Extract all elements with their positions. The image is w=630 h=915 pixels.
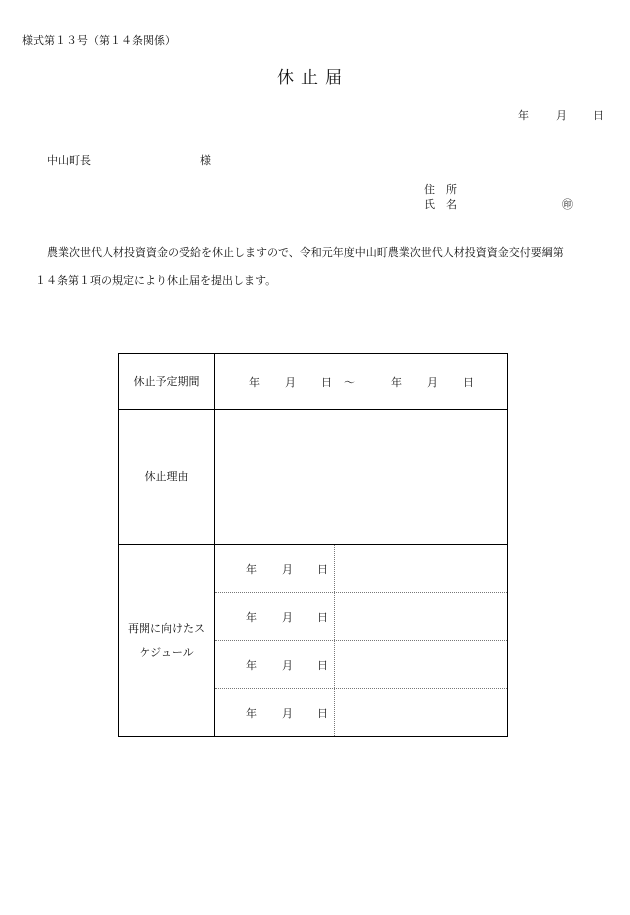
period-start-year: 年 [249,375,260,389]
reason-row [119,410,508,545]
schedule-year: 年 [246,610,257,624]
addressee-name: 中山町長 [47,154,91,167]
schedule-label-line2: ケジュール [139,645,194,659]
reason-input[interactable] [215,410,508,545]
body-text-line2: １４条第１項の規定により休止届を提出します。 [35,274,277,287]
period-value-cell[interactable] [215,354,508,410]
period-end-day: 日 [463,375,474,389]
schedule-date[interactable] [215,689,335,736]
body-text-line1: 農業次世代人材投資資金の受給を休止しますので、令和元年度中山町農業次世代人材投資資金交付要綱第 [47,246,564,259]
schedule-entry [215,593,507,641]
schedule-day: 日 [317,610,328,624]
schedule-entry [215,545,507,593]
schedule-date[interactable] [215,545,335,592]
schedule-content[interactable] [335,593,507,640]
schedule-label [119,545,215,737]
schedule-content[interactable] [335,545,507,592]
schedule-month: 月 [282,562,293,576]
schedule-day: 日 [317,706,328,720]
schedule-day: 日 [317,562,328,576]
schedule-year: 年 [246,706,257,720]
schedule-entry [215,641,507,689]
schedule-month: 月 [282,658,293,672]
date-year-label: 年 [518,109,529,122]
period-row [119,354,508,410]
schedule-month: 月 [282,610,293,624]
page-title: 休止届 [277,68,349,88]
addressee-honorific: 様 [200,154,211,167]
schedule-day: 日 [317,658,328,672]
schedule-date[interactable] [215,593,335,640]
period-label: 休止予定期間 [119,354,215,410]
schedule-label-line1: 再開に向けたス [128,621,205,635]
schedule-content[interactable] [335,689,507,736]
date-month-label: 月 [556,109,567,122]
period-end-month: 月 [427,375,438,389]
date-day-label: 日 [593,109,604,122]
seal-mark: ㊞ [562,198,573,211]
period-separator: ～ [344,375,355,389]
name-label: 氏 名 [424,198,457,211]
schedule-date[interactable] [215,641,335,688]
schedule-content[interactable] [335,641,507,688]
reason-label: 休止理由 [119,410,215,545]
schedule-year: 年 [246,562,257,576]
schedule-month: 月 [282,706,293,720]
period-start-day: 日 [321,375,332,389]
schedule-row [119,545,508,737]
address-label: 住 所 [424,183,457,196]
schedule-year: 年 [246,658,257,672]
period-start-month: 月 [285,375,296,389]
schedule-entry [215,689,507,736]
period-end-year: 年 [391,375,402,389]
suspension-form-table [118,353,508,737]
form-number: 様式第１３号（第１４条関係） [22,34,176,47]
schedule-cell [215,545,508,737]
